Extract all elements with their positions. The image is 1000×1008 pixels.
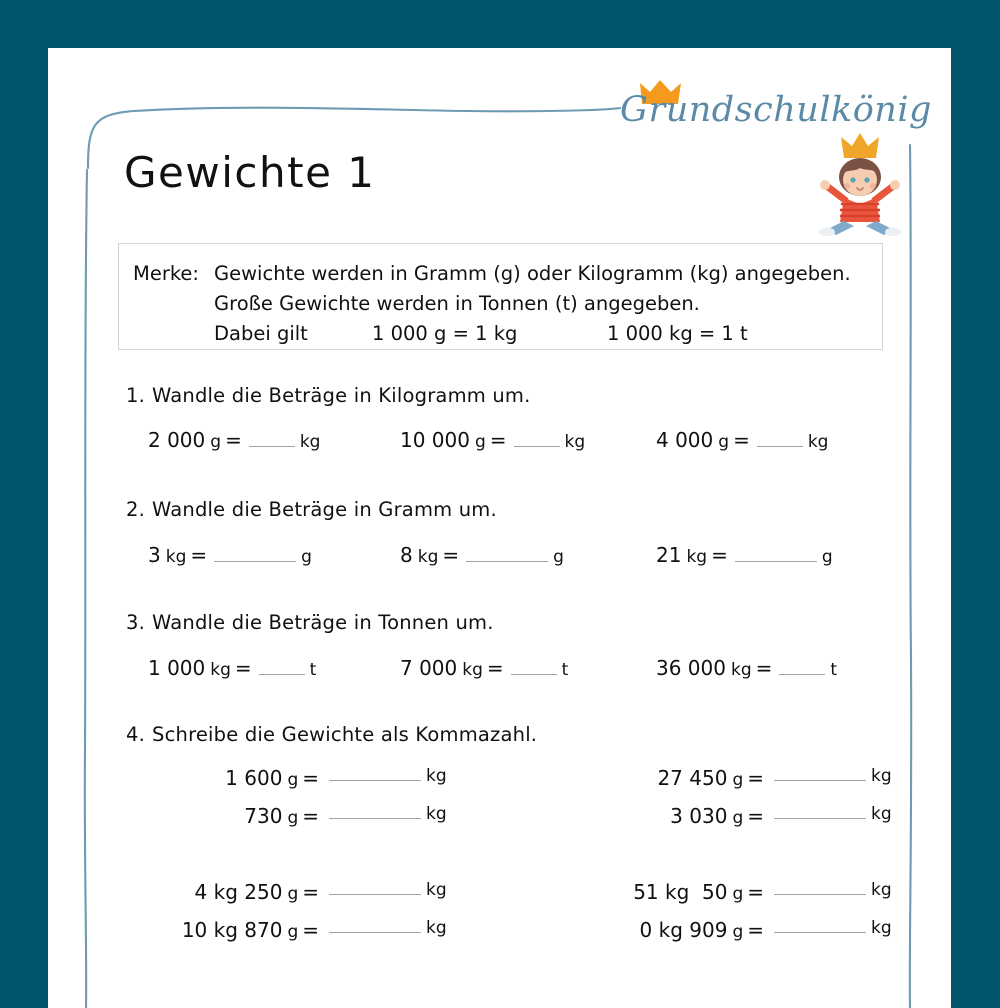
unit-to: kg bbox=[807, 432, 829, 452]
unit-from: g bbox=[474, 432, 486, 452]
equals-sign: = bbox=[302, 918, 319, 942]
unit-from: kg bbox=[686, 547, 708, 567]
brand-name: Grundschulkönig bbox=[620, 90, 932, 130]
task-4-row-4-left-answer[interactable] bbox=[326, 918, 447, 938]
equals-sign: = bbox=[755, 656, 773, 680]
unit-to: kg bbox=[426, 918, 447, 938]
task-4-row-1-right[interactable] bbox=[553, 766, 768, 790]
equals-sign: = bbox=[302, 766, 319, 790]
equals-sign: = bbox=[711, 543, 728, 567]
term: 10 kg 870 bbox=[181, 918, 283, 942]
equals-sign: = bbox=[747, 766, 764, 790]
merke-rule-kg-t: 1 000 kg = 1 t bbox=[607, 322, 748, 345]
task-3-heading bbox=[126, 611, 494, 634]
unit-from: g bbox=[287, 922, 299, 942]
task-4-row-3-left[interactable] bbox=[108, 880, 323, 904]
answer-blank[interactable] bbox=[774, 880, 866, 895]
unit-to: kg bbox=[426, 804, 447, 824]
term: 730 bbox=[244, 804, 283, 828]
task-1-heading bbox=[126, 384, 531, 407]
task-4-row-2-left[interactable] bbox=[108, 804, 323, 828]
task-4-row-2-right-answer[interactable] bbox=[771, 804, 892, 824]
unit-from: kg bbox=[165, 547, 187, 567]
unit-from: g bbox=[210, 432, 222, 452]
boy-mascot-icon bbox=[814, 132, 906, 236]
task-4-row-1-left-answer[interactable] bbox=[326, 766, 447, 786]
term: 21 bbox=[656, 543, 682, 567]
unit-from: g bbox=[718, 432, 730, 452]
term: 0 kg 909 bbox=[639, 918, 728, 942]
equals-sign: = bbox=[747, 880, 764, 904]
merke-line-3-label: Dabei gilt bbox=[214, 322, 308, 345]
unit-to: kg bbox=[871, 766, 892, 786]
task-4-row-3-left-answer[interactable] bbox=[326, 880, 447, 900]
answer-blank[interactable] bbox=[757, 432, 803, 447]
task-4-number: 4. bbox=[126, 723, 146, 746]
unit-from: g bbox=[732, 770, 744, 790]
merke-rule-g-kg: 1 000 g = 1 kg bbox=[372, 322, 518, 345]
answer-blank[interactable] bbox=[514, 432, 560, 447]
unit-from: g bbox=[287, 808, 299, 828]
term: 51 kg 50 bbox=[633, 880, 728, 904]
term: 1 000 bbox=[148, 656, 206, 680]
task-2-number: 2. bbox=[126, 498, 146, 521]
term: 36 000 bbox=[656, 656, 726, 680]
task-4-row-3-right-answer[interactable] bbox=[771, 880, 892, 900]
answer-blank[interactable] bbox=[329, 766, 421, 781]
task-4-row-3-right[interactable] bbox=[553, 880, 768, 904]
merke-line-1: Gewichte werden in Gramm (g) oder Kilogramm (kg) angegeben. bbox=[214, 262, 851, 285]
merke-box bbox=[118, 243, 883, 350]
task-4-row-4-right-answer[interactable] bbox=[771, 918, 892, 938]
unit-to: kg bbox=[426, 880, 447, 900]
merke-line-2: Große Gewichte werden in Tonnen (t) angegeben. bbox=[214, 292, 700, 315]
task-4-row-1-left[interactable] bbox=[108, 766, 323, 790]
task-1-item-3[interactable] bbox=[656, 428, 828, 452]
answer-blank[interactable] bbox=[259, 660, 305, 675]
task-4-row-2-right[interactable] bbox=[553, 804, 768, 828]
task-4-row-2-left-answer[interactable] bbox=[326, 804, 447, 824]
term: 3 bbox=[148, 543, 161, 567]
equals-sign: = bbox=[190, 543, 208, 567]
task-1-item-2[interactable] bbox=[400, 428, 585, 452]
unit-to: kg bbox=[871, 880, 892, 900]
answer-blank[interactable] bbox=[329, 804, 421, 819]
equals-sign: = bbox=[747, 804, 764, 828]
answer-blank[interactable] bbox=[779, 660, 825, 675]
task-1-text: Wandle die Beträge in Kilogramm um. bbox=[152, 384, 531, 407]
unit-to: g bbox=[301, 547, 312, 567]
term: 2 000 bbox=[148, 428, 206, 452]
term: 4 000 bbox=[656, 428, 714, 452]
task-2-heading bbox=[126, 498, 497, 521]
task-4-row-4-left[interactable] bbox=[108, 918, 323, 942]
equals-sign: = bbox=[489, 428, 507, 452]
unit-from: kg bbox=[730, 660, 752, 680]
equals-sign: = bbox=[302, 804, 319, 828]
unit-from: kg bbox=[210, 660, 231, 680]
unit-to: kg bbox=[871, 804, 892, 824]
equals-sign: = bbox=[442, 543, 460, 567]
answer-blank[interactable] bbox=[329, 880, 421, 895]
answer-blank[interactable] bbox=[511, 660, 557, 675]
equals-sign: = bbox=[225, 428, 242, 452]
unit-from: kg bbox=[417, 547, 439, 567]
unit-to: t bbox=[561, 660, 569, 680]
unit-to: g bbox=[821, 547, 833, 567]
task-2-text: Wandle die Beträge in Gramm um. bbox=[152, 498, 497, 521]
task-1-number: 1. bbox=[126, 384, 146, 407]
task-4-row-4-right[interactable] bbox=[553, 918, 768, 942]
task-2-item-3[interactable] bbox=[656, 543, 833, 567]
equals-sign: = bbox=[486, 656, 504, 680]
term: 10 000 bbox=[400, 428, 470, 452]
task-4-text: Schreibe die Gewichte als Kommazahl. bbox=[152, 723, 538, 746]
unit-to: kg bbox=[564, 432, 586, 452]
page-title: Gewichte 1 bbox=[124, 148, 376, 197]
unit-to: t bbox=[830, 660, 838, 680]
task-3-item-3[interactable] bbox=[656, 656, 837, 680]
term: 27 450 bbox=[657, 766, 728, 790]
task-4-heading bbox=[126, 723, 537, 746]
answer-blank[interactable] bbox=[774, 766, 866, 781]
task-3-number: 3. bbox=[126, 611, 146, 634]
equals-sign: = bbox=[747, 918, 764, 942]
unit-from: g bbox=[732, 922, 744, 942]
task-2-item-1[interactable] bbox=[148, 543, 312, 567]
task-3-item-1[interactable] bbox=[148, 656, 316, 680]
unit-to: kg bbox=[299, 432, 321, 452]
task-3-item-2[interactable] bbox=[400, 656, 568, 680]
equals-sign: = bbox=[234, 656, 252, 680]
answer-blank[interactable] bbox=[329, 918, 421, 933]
task-1-item-1[interactable] bbox=[148, 428, 320, 452]
answer-blank[interactable] bbox=[249, 432, 295, 447]
unit-to: kg bbox=[426, 766, 447, 786]
unit-to: g bbox=[553, 547, 564, 567]
term: 8 bbox=[400, 543, 413, 567]
unit-from: g bbox=[732, 884, 744, 904]
answer-blank[interactable] bbox=[774, 918, 866, 933]
unit-to: t bbox=[309, 660, 317, 680]
unit-from: g bbox=[732, 808, 744, 828]
term: 4 kg 250 bbox=[194, 880, 283, 904]
answer-blank[interactable] bbox=[214, 547, 296, 562]
unit-to: kg bbox=[871, 918, 892, 938]
task-3-text: Wandle die Beträge in Tonnen um. bbox=[152, 611, 494, 634]
worksheet-page bbox=[48, 48, 951, 1008]
equals-sign: = bbox=[733, 428, 750, 452]
task-4-row-1-right-answer[interactable] bbox=[771, 766, 892, 786]
unit-from: g bbox=[287, 770, 299, 790]
term: 7 000 bbox=[400, 656, 458, 680]
answer-blank[interactable] bbox=[774, 804, 866, 819]
equals-sign: = bbox=[302, 880, 319, 904]
unit-from: g bbox=[287, 884, 299, 904]
answer-blank[interactable] bbox=[466, 547, 548, 562]
term: 3 030 bbox=[670, 804, 728, 828]
task-2-item-2[interactable] bbox=[400, 543, 564, 567]
merke-label: Merke: bbox=[133, 262, 200, 285]
unit-from: kg bbox=[462, 660, 483, 680]
term: 1 600 bbox=[225, 766, 283, 790]
answer-blank[interactable] bbox=[735, 547, 817, 562]
